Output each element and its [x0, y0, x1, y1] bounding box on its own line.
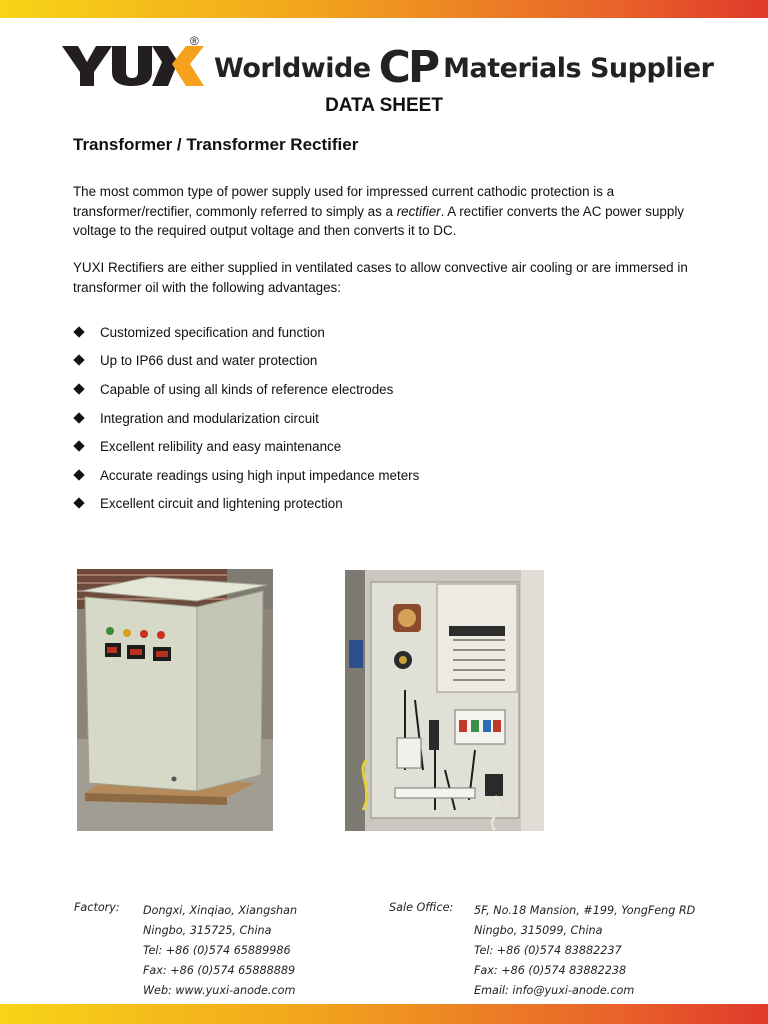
factory-web-link[interactable]: Web: www.yuxi-anode.com: [143, 984, 296, 997]
sale-email-link[interactable]: Email: info@yuxi-anode.com: [474, 984, 635, 997]
feature-text: Integration and modularization circuit: [100, 410, 319, 426]
list-item: [73, 347, 419, 376]
list-item: [73, 375, 419, 404]
sale-line: Ningbo, 315099, China: [474, 924, 603, 937]
sale-office-address: [474, 901, 695, 1001]
cabinet-exterior-photo: [77, 569, 273, 831]
factory-fax: Fax: +86 (0)574 65888889: [143, 964, 296, 977]
factory-tel: Tel: +86 (0)574 65889986: [143, 944, 291, 957]
intro-paragraph: [73, 182, 703, 241]
sale-fax: Fax: +86 (0)574 83882238: [474, 964, 627, 977]
intro-text-start: The most common type of power supply used for impressed current cathodic protection is a transformer/rectifier, commonly referred to simply as a: [73, 184, 615, 219]
slogan: [214, 42, 714, 93]
feature-text: Customized specification and function: [100, 324, 325, 340]
feature-text: Up to IP66 dust and water protection: [100, 353, 318, 369]
registered-mark: ®: [190, 34, 199, 48]
diamond-bullet-icon: [73, 326, 85, 338]
factory-line: Dongxi, Xinqiao, Xiangshan: [143, 904, 298, 917]
cabinet-interior-photo: [345, 570, 544, 831]
yuxi-logo: [60, 38, 210, 94]
feature-text: Accurate readings using high input impedance meters: [100, 467, 420, 483]
diamond-bullet-icon: [73, 469, 85, 481]
top-gradient-bar: [0, 0, 768, 18]
intro-text-end: . A rectifier converts the AC power supply voltage to the required output voltage and then converts it to DC.: [73, 203, 684, 238]
diamond-bullet-icon: [73, 383, 85, 395]
feature-text: Excellent relibility and easy maintenance: [100, 439, 342, 455]
factory-address: [143, 901, 297, 1001]
feature-list: [73, 318, 419, 518]
factory-line: Ningbo, 315725, China: [143, 924, 272, 937]
feature-text: Capable of using all kinds of reference electrodes: [100, 381, 394, 397]
document-title: Transformer / Transformer Rectifier: [73, 135, 359, 154]
sale-line: 5F, No.18 Mansion, #199, YongFeng RD: [474, 904, 696, 917]
sale-tel: Tel: +86 (0)574 83882237: [474, 944, 622, 957]
diamond-bullet-icon: [73, 355, 85, 367]
diamond-bullet-icon: [73, 441, 85, 453]
list-item: [73, 490, 419, 519]
slogan-suffix: Materials Supplier: [443, 52, 714, 84]
sheet-title: DATA SHEET: [325, 95, 443, 116]
slogan-cp: CP: [378, 42, 438, 93]
advantages-paragraph: YUXI Rectifiers are either supplied in ventilated cases to allow convective air cooling or are immersed in transformer oil with the following advantages:: [73, 260, 688, 295]
sale-office-label: Sale Office:: [389, 901, 454, 914]
bottom-gradient-bar: [0, 1004, 768, 1024]
diamond-bullet-icon: [73, 498, 85, 510]
slogan-prefix: Worldwide: [214, 52, 371, 84]
feature-text: Excellent circuit and lightening protection: [100, 496, 343, 512]
diamond-bullet-icon: [73, 412, 85, 424]
list-item: [73, 404, 419, 433]
list-item: [73, 461, 419, 490]
list-item: [73, 318, 419, 347]
list-item: [73, 432, 419, 461]
factory-label: Factory:: [74, 901, 120, 914]
intro-italic-term: rectifier: [396, 203, 441, 219]
